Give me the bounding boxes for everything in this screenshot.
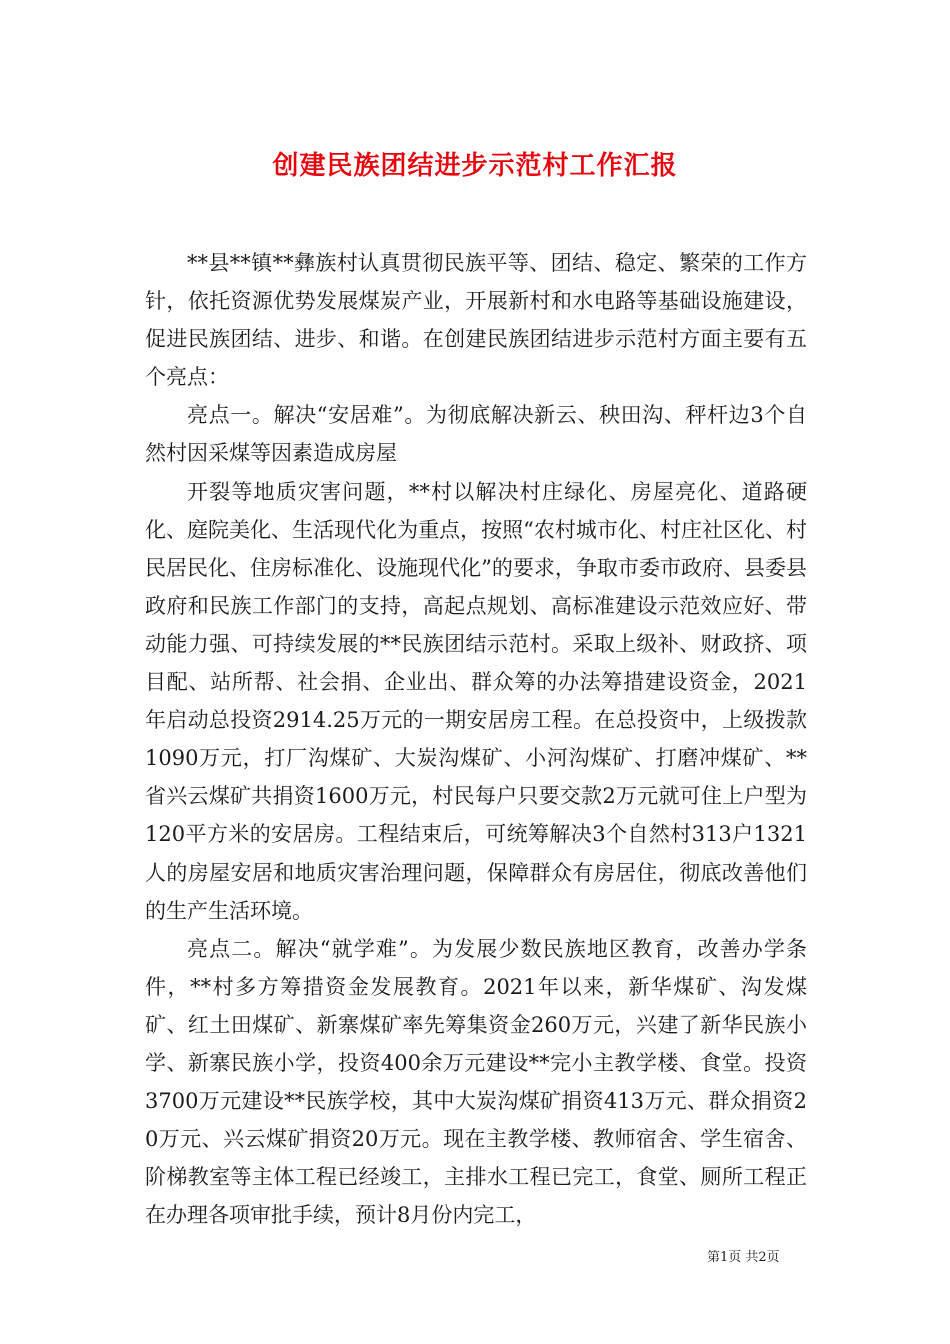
paragraph-intro: **县**镇**彝族村认真贯彻民族平等、团结、稳定、繁荣的工作方针，依托资源优势发展煤炭产业，开展新村和水电路等基础设施建设，促进民族团结、进步、和谐。在创建民族团结进步示范村方面主要有五个亮点： [145, 251, 807, 390]
paragraph-housing-details: 开裂等地质灾害问题，**村以解决村庄绿化、房屋亮化、道路硬化、庭院美化、生活现代化为重点，按照“农村城市化、村庄社区化、村民居民化、住房标准化、设施现代化”的要求，争取市委市政府、县委县政府和民族工作部门的支持，高起点规划、高标准建设示范效应好、带动能力强、可持续发展的**民族团结示范村。采取上级补、财政挤、项目配、站所帮、社会捐、企业出、群众筹的办法筹措建设资金，2021年启动总投资2914.25万元的一期安居房工程。在总投资中，上级拨款1090万元，打厂沟煤矿、大炭沟煤矿、小河沟煤矿、打磨冲煤矿、**省兴云煤矿共捐资1600万元，村民每户只要交款2万元就可住上户型为120平方米的安居房。工程结束后，可统筹解决3个自然村313户1321人的房屋安居和地质灾害治理问题，保障群众有房居住，彻底改善他们的生产生活环境。 [145, 479, 807, 923]
document-body [145, 244, 807, 1234]
paragraph-highlight-one: 亮点一。解决“安居难”。为彻底解决新云、秧田沟、秤杆边3个自然村因采煤等因素造成房屋 [145, 403, 807, 466]
paragraph-highlight-two: 亮点二。解决“就学难”。为发展少数民族地区教育，改善办学条件，**村多方筹措资金发展教育。2021年以来，新华煤矿、沟发煤矿、红土田煤矿、新寨煤矿率先筹集资金260万元，兴建了新华民族小学、新寨民族小学，投资400余万元建设**完小主教学楼、食堂。投资3700万元建设**民族学校，其中大炭沟煤矿捐资413万元、群众捐资20万元、兴云煤矿捐资20万元。现在主教学楼、教师宿舍、学生宿舍、阶梯教室等主体工程已经竣工，主排水工程已完工，食堂、厕所工程正在办理各项审批手续，预计8月份内完工， [145, 936, 807, 1228]
document-title: 创建民族团结进步示范村工作汇报 [272, 151, 678, 182]
page-number-footer: 第1页 共2页 [707, 1250, 780, 1265]
